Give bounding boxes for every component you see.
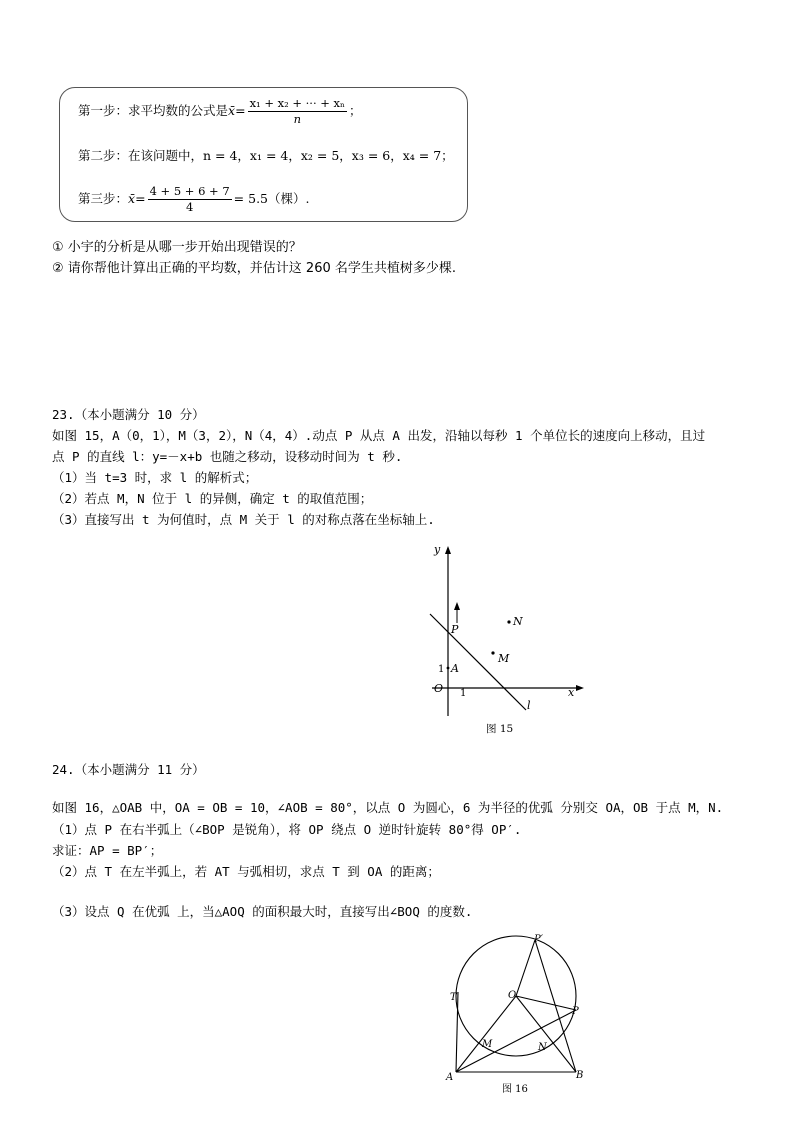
P-label: P <box>451 623 459 636</box>
figure-15-caption: 图 15 <box>486 723 514 735</box>
step-3 <box>78 184 309 215</box>
line-l <box>430 614 526 710</box>
N-label: N <box>538 1042 547 1053</box>
segment-OP-prime <box>516 940 535 996</box>
point-A <box>447 667 450 670</box>
step-1-text: 第一步：求平均数的公式是 <box>78 103 229 118</box>
q23-part-1: （1）当 t=3 时，求 l 的解析式； <box>52 470 258 485</box>
q24-part-3: （3）设点 Q 在优弧 上，当△AOQ 的面积最大时，直接写出∠BOQ 的度数. <box>52 904 473 919</box>
origin-label: O <box>434 682 444 695</box>
O-label: O <box>508 990 517 1001</box>
step-1-numerator: x₁ + x₂ + ··· + xₙ <box>249 96 346 110</box>
M-label: M <box>498 652 510 665</box>
step-1-xbar: x̄ <box>228 103 236 118</box>
x-one-label: 1 <box>460 688 467 699</box>
P-label: P <box>572 1006 579 1017</box>
q23-part-3: （3）直接写出 t 为何值时，点 M 关于 l 的对称点落在坐标轴上. <box>52 512 435 527</box>
step-3-denominator: 4 <box>185 200 194 214</box>
step-3-suffix: = 5.5（棵）. <box>233 191 310 206</box>
solution-steps-box <box>59 87 468 222</box>
M-label: M <box>482 1039 493 1050</box>
q22-subquestion-2: ② 请你帮他计算出正确的平均数，并估计这 260 名学生共植树多少棵. <box>52 261 456 276</box>
point-M <box>491 651 494 654</box>
q23-line-2: 点 P 的直线 l：y=－x+b 也随之移动，设移动时间为 t 秒. <box>52 449 403 464</box>
step-1-eq: = <box>235 103 246 118</box>
step-1-suffix: ； <box>349 103 362 118</box>
step-2: 第二步：在该问题中，n = 4，x₁ = 4，x₂ = 5，x₃ = 6，x₄ = 7； <box>78 148 454 163</box>
T-label: T <box>450 992 457 1003</box>
q24-header: 24.（本小题满分 11 分） <box>52 762 205 777</box>
q24-proof: 求证：AP = BP′； <box>52 843 163 858</box>
step-3-text: 第三步： <box>78 191 129 206</box>
N-label: N <box>513 615 523 628</box>
y-label: y <box>434 543 441 556</box>
A-label: A <box>451 662 459 675</box>
p-motion-arrow <box>454 602 460 610</box>
B-label: B <box>576 1070 584 1081</box>
step-3-numerator: 4 + 5 + 6 + 7 <box>149 184 230 198</box>
step-3-eq: = <box>135 191 146 206</box>
step-3-xbar: x̄ <box>128 191 136 206</box>
step-1-denominator: n <box>293 112 301 126</box>
A-label: A <box>446 1072 454 1083</box>
segment-AP <box>456 1010 576 1072</box>
step-1-fraction <box>248 96 347 127</box>
q23-header: 23.（本小题满分 10 分） <box>52 407 205 422</box>
P-prime-label: P′ <box>534 934 543 945</box>
y-one-label: 1 <box>438 664 445 675</box>
q23-line-1: 如图 15，A（0，1），M（3，2），N（4，4）.动点 P 从点 A 出发，沿轴以每秒 1 个单位长的速度向上移动，且过 <box>52 428 706 443</box>
figure-16 <box>440 930 600 1100</box>
step-1 <box>78 96 362 127</box>
q24-part-2: （2）点 T 在左半弧上，若 AT 与弧相切，求点 T 到 OA 的距离； <box>52 864 440 879</box>
point-N <box>507 620 510 623</box>
x-axis-arrow <box>576 685 584 691</box>
figure-16-caption: 图 16 <box>502 1084 528 1095</box>
x-label: x <box>568 686 575 699</box>
q24-line-1: 如图 16，△OAB 中，OA = OB = 10，∠AOB = 80°，以点 O 为圆心，6 为半径的优弧 分别交 OA，OB 于点 M，N. <box>52 800 724 815</box>
y-axis-arrow <box>445 546 451 554</box>
q22-subquestion-1: ① 小宇的分析是从哪一步开始出现错误的？ <box>52 240 302 255</box>
l-label: l <box>527 699 531 712</box>
step-3-fraction <box>148 184 232 215</box>
figure-15 <box>420 538 590 743</box>
q23-part-2: （2）若点 M，N 位于 l 的异侧，确定 t 的取值范围； <box>52 491 373 506</box>
q24-part-1: （1）点 P 在右半弧上（∠BOP 是锐角），将 OP 绕点 O 逆时针旋转 80°得 OP′. <box>52 822 522 837</box>
segment-OA <box>456 996 516 1072</box>
